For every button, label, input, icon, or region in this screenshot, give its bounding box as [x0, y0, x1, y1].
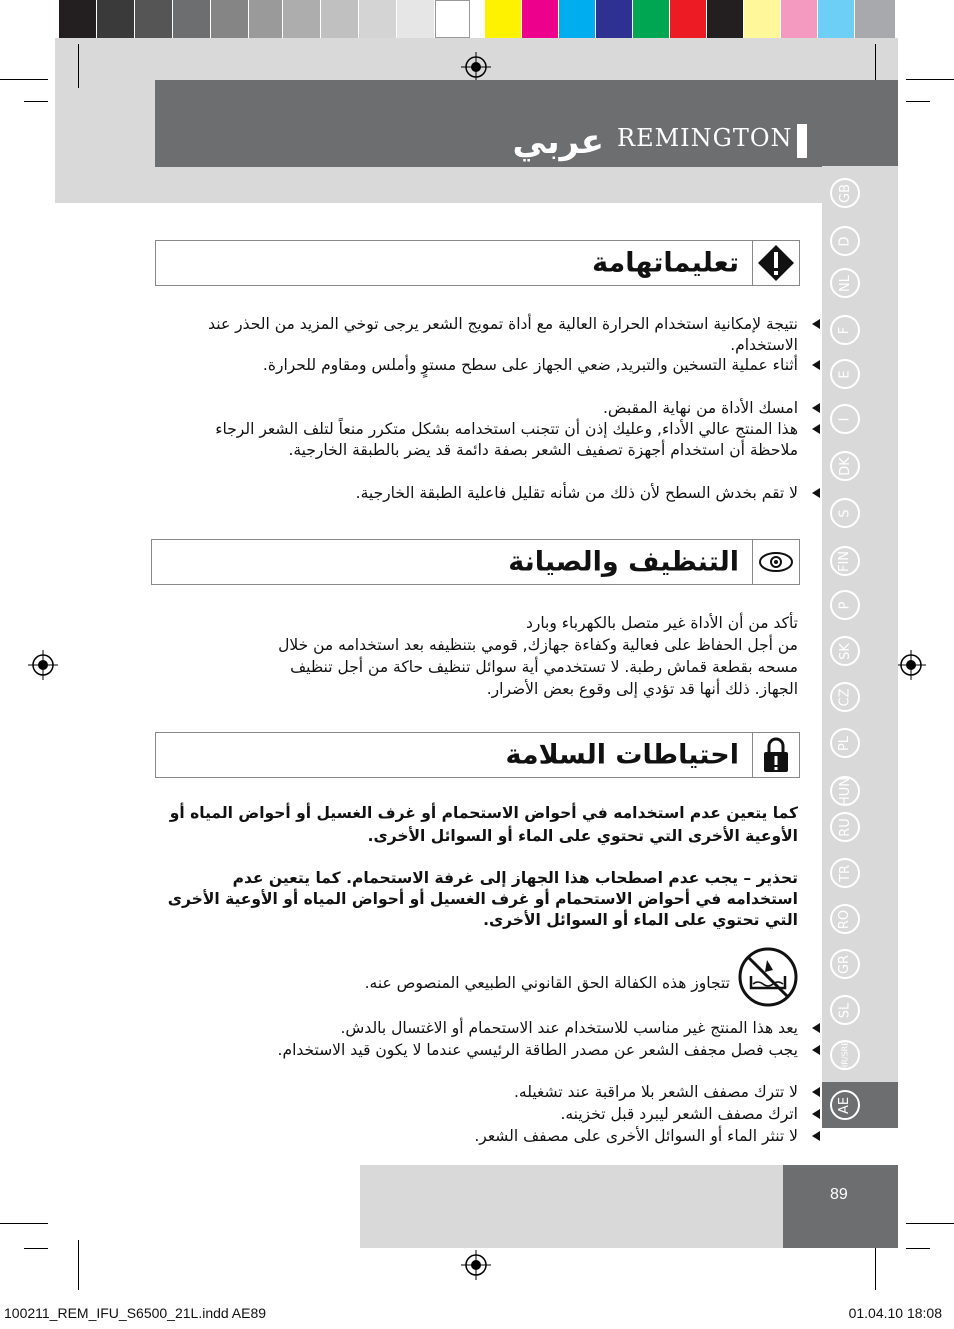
warranty-note: تتجاوز هذه الكفالة الحق القانوني الطبيعي المنصوص عنه.: [364, 974, 730, 992]
language-tab-tr[interactable]: TR: [830, 858, 860, 888]
list-item: هذا المنتج عالي الأداء, وعليك إذن أن تتجنب استخدامه بشكل متكرر منعاً لتلف الشعر الرجاء ملاحظة أن استخدام أجهزة تصفيف الشعر بصفة دائمة قد يضر بالطبقة الخارجية.: [208, 419, 798, 461]
language-tab-hrsrb[interactable]: HR/SRB: [830, 1040, 860, 1070]
list-item: اترك مصفف الشعر ليبرد قبل تخزينه.: [208, 1104, 798, 1125]
bullet-icon: [812, 319, 820, 329]
safety-warning-paragraph: تحذير – يجب عدم اصطحاب هذا الجهاز إلى غرفة الاستحمام. كما يتعين عدم استخدامه في أحواض الاستحمام أو غرف الغسيل أو أحواض المياه أو الأوعية الأخرى التي تحتوي على الماء أو السوائل الأخرى.: [167, 869, 798, 929]
language-tab-d[interactable]: D: [830, 226, 860, 256]
list-item: يعد هذا المنتج غير مناسب للاستخدام عند الاستحمام أو الاغتسال بالدش.: [208, 1018, 798, 1039]
language-tab-gb[interactable]: GB: [830, 178, 860, 208]
list-item: امسك الأداة من نهاية المقبض.: [208, 398, 798, 419]
language-tabs: [822, 166, 898, 1086]
bullet-icon: [812, 1023, 820, 1033]
list-item: لا تقم بخدش السطح لأن ذلك من شأنه تقليل فاعلية الطبقة الخارجية.: [208, 483, 798, 504]
language-tab-sk[interactable]: SK: [830, 636, 860, 666]
language-tab-sl[interactable]: SL: [830, 995, 860, 1025]
bullet-icon: [812, 403, 820, 413]
list-item: لا تترك مصفف الشعر بلا مراقبة عند تشغيله.: [208, 1082, 798, 1103]
cleaning-line: تأكد من أن الأداة غير متصل بالكهرباء وبارد: [525, 614, 798, 632]
language-tab-dk[interactable]: DK: [830, 451, 860, 481]
list-item: يجب فصل مجفف الشعر عن مصدر الطاقة الرئيسي عندما لا يكون قيد الاستخدام.: [208, 1040, 798, 1061]
language-tab-pl[interactable]: PL: [830, 728, 860, 758]
section-title: تعليماتهامة: [592, 247, 739, 279]
bullet-icon: [812, 1045, 820, 1055]
language-tab-f[interactable]: F: [830, 315, 860, 345]
section-title: التنظيف والصيانة: [508, 546, 739, 578]
brand-logo: REMINGTON: [617, 124, 793, 152]
footer-file: 100211_REM_IFU_S6500_21L.indd AE89: [4, 1305, 267, 1321]
language-tab-ro[interactable]: RO: [830, 904, 860, 934]
warning-icon: [752, 241, 799, 285]
language-tab-cz[interactable]: CZ: [830, 682, 860, 712]
language-tab-gr[interactable]: GR: [830, 949, 860, 979]
language-tab-hun[interactable]: HUN: [830, 776, 860, 806]
cleaning-line: الجهاز. ذلك أنها قد تؤدي إلى وقوع بعض الأضرار.: [486, 680, 798, 698]
page-number-box: [783, 1165, 898, 1248]
language-tab-p[interactable]: P: [830, 590, 860, 620]
registration-mark-left: [28, 650, 58, 680]
registration-mark-right: [896, 650, 926, 680]
registration-mark-top: [461, 52, 491, 82]
list-item: لا تنثر الماء أو السوائل الأخرى على مصفف الشعر.: [208, 1126, 798, 1147]
cleaning-line: مسحه بقطعة قماش رطبة. لا تستخدمي أية سوائل تنظيف حاكة من أجل تنظيف: [290, 658, 798, 676]
language-tab-i[interactable]: I: [830, 404, 860, 434]
lock-icon: [752, 733, 799, 777]
bullet-icon: [812, 1087, 820, 1097]
brand-bar: [797, 124, 807, 158]
language-title: عربي: [512, 122, 604, 162]
registration-mark-bottom: [461, 1250, 491, 1280]
section-safety-header: [155, 732, 800, 778]
page-number: 89: [830, 1186, 848, 1203]
language-tab-s[interactable]: S: [830, 498, 860, 528]
cleaning-line: من أجل الحفاظ على فعالية وكفاءة جهازك, قومي بتنظيفه بعد استخدامه من خلال: [278, 636, 798, 654]
language-tab-e[interactable]: E: [830, 359, 860, 389]
bullet-icon: [812, 424, 820, 434]
bullet-icon: [812, 488, 820, 498]
list-item: أثناء عملية التسخين والتبريد, ضعي الجهاز على سطح مستوٍ وأملس ومقاوم للحرارة.: [208, 355, 798, 376]
footer-date: 01.04.10 18:08: [848, 1305, 942, 1321]
list-item: نتيجة لإمكانية استخدام الحرارة العالية مع أداة تمويج الشعر يرجى توخي المزيد من الحذر عند الاستخدام.: [208, 314, 798, 356]
no-water-icon: [737, 946, 799, 1012]
language-tab-fin[interactable]: FIN: [830, 546, 860, 576]
bullet-icon: [812, 1109, 820, 1119]
safety-bold-paragraph: كما يتعين عدم استخدامه في أحواض الاستحمام أو غرف الغسيل أو أحواض المياه أو الأوعية الأخرى التي تحتوي على الماء أو السوائل الأخرى.: [169, 804, 798, 845]
language-tab-ru[interactable]: RU: [830, 812, 860, 842]
language-tab-nl[interactable]: NL: [830, 268, 860, 298]
section-important-header: [155, 240, 800, 286]
language-tab-ae[interactable]: AE: [830, 1090, 860, 1120]
section-cleaning-header: [151, 539, 800, 585]
eye-icon: [752, 540, 799, 584]
bullet-icon: [812, 1131, 820, 1141]
bullet-icon: [812, 360, 820, 370]
section-title: احتياطات السلامة: [505, 739, 739, 771]
